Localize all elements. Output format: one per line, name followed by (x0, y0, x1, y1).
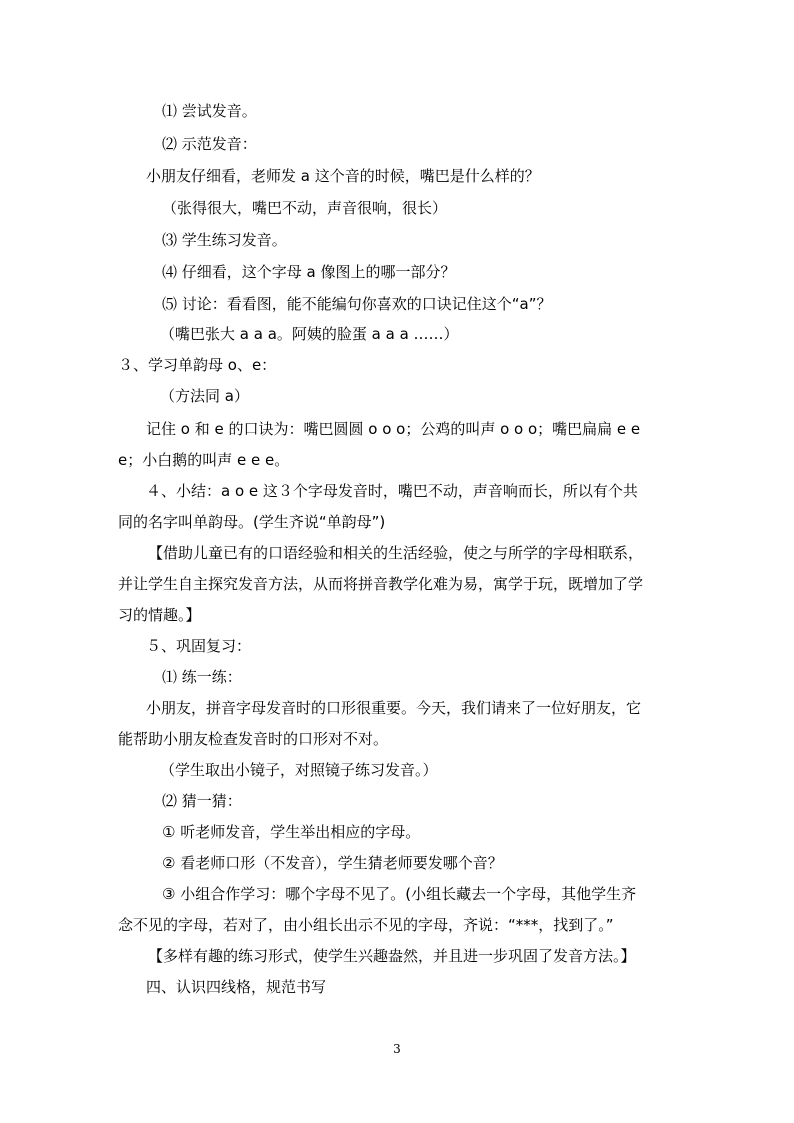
paragraph-rhyme: （嘴巴张大 a a a。阿姨的脸蛋 a a a ……） (160, 325, 459, 343)
paragraph-mirror-cont: 能帮助小朋友检查发音时的口形对不对。 (118, 730, 389, 748)
section-heading-review: ５、巩固复习： (146, 637, 252, 655)
section-heading-o-e: ３、学习单韵母 o、e： (118, 356, 277, 374)
note-design-intent-cont: 并让学生自主探究发音方法，从而将拼音教学化难为易，寓学于玩，既增加了学 (118, 575, 644, 593)
item-look-carefully: ⑷ 仔细看，这个字母 a 像图上的哪一部分？ (162, 263, 456, 281)
note-practice-forms: 【多样有趣的练习形式，使学生兴趣盎然，并且进一步巩固了发音方法。】 (148, 947, 636, 965)
item-guess: ⑵ 猜一猜： (162, 792, 242, 810)
paragraph-answer: （张得很大，嘴巴不动，声音很响，很长） (162, 199, 448, 217)
item-try-pronounce: ⑴ 尝试发音。 (162, 102, 257, 120)
item-practice: ⑶ 学生练习发音。 (162, 231, 287, 249)
item-practice-once: ⑴ 练一练： (162, 668, 242, 686)
paragraph-mnemonic-cont: e；小白鹅的叫声 e e e。 (118, 451, 290, 469)
item-listen: ① 听老师发音，学生举出相应的字母。 (162, 823, 421, 841)
paragraph-summary-cont: 同的名字叫单韵母。(学生齐说“单韵母”) (118, 513, 386, 531)
note-design-intent: 【借助儿童已有的口语经验和相关的生活经验，使之与所学的字母相联系， (148, 544, 644, 562)
paragraph-observe: 小朋友仔细看，老师发 a 这个音的时候，嘴巴是什么样的？ (146, 167, 540, 185)
paragraph-mnemonic: 记住 o 和 e 的口诀为：嘴巴圆圆 o o o；公鸡的叫声 o o o；嘴巴扁扁 e e (146, 420, 641, 438)
item-discuss: ⑸ 讨论：看看图，能不能编句你喜欢的口诀记住这个“a”？ (162, 295, 552, 313)
item-watch-mouth: ② 看老师口形（不发音），学生猜老师要发哪个音？ (162, 854, 503, 872)
page-number: 3 (393, 1042, 401, 1056)
note-design-intent-end: 习的情趣。】 (118, 606, 201, 624)
item-group-work: ③ 小组合作学习：哪个字母不见了。(小组长藏去一个字母，其他学生齐 (162, 885, 637, 903)
paragraph-mirror: 小朋友，拼音字母发音时的口形很重要。今天，我们请来了一位好朋友，它 (146, 699, 642, 717)
paragraph-same-method: （方法同 a） (160, 387, 249, 405)
paragraph-summary: ４、小结：a o e 这３个字母发音时，嘴巴不动，声音响而长，所以有个共 (146, 482, 638, 500)
section-heading-four-lines: 四、认识四线格，规范书写 (146, 978, 327, 996)
item-demo-pronounce: ⑵ 示范发音： (162, 135, 257, 153)
item-group-work-cont: 念不见的字母，若对了，由小组长出示不见的字母，齐说：“***，找到了。” (118, 916, 614, 934)
paragraph-mirror-note: （学生取出小镜子，对照镜子练习发音。） (160, 761, 438, 779)
